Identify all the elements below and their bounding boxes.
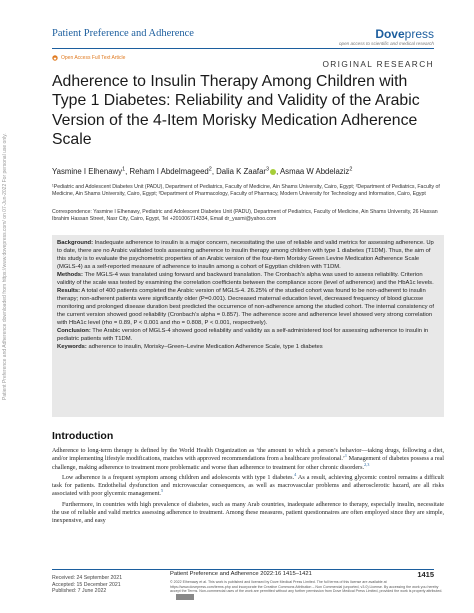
download-watermark	[2, 130, 10, 400]
section-text: adherence to insulin, Morisky–Green–Levine Medication Adherence Scale, type 1 diabetes	[88, 344, 323, 350]
abstract-results	[57, 287, 439, 327]
section-label: Conclusion:	[57, 328, 91, 334]
author-affil-ref: 2	[208, 166, 212, 173]
author-affil-ref: 1	[122, 166, 126, 173]
introduction-text	[52, 447, 444, 528]
paragraph	[52, 471, 445, 499]
footer-citation[interactable]: Patient Preference and Adherence 2022:16 1415–1421	[170, 571, 312, 577]
watermark-text: Patient Preference and Adherence downloaded from https://www.dovepress.com/ on 07-Jun-2022 For personal use only.	[2, 133, 8, 400]
article-title: Adherence to Insulin Therapy Among Children with Type 1 Diabetes: Reliability and Validity of the Arabic Version of the 4-Item Morisky Medication Adherence Scale	[52, 73, 420, 149]
journal-name[interactable]: Patient Preference and Adherence	[52, 28, 194, 39]
license-text	[170, 580, 444, 600]
section-text: The MGLS-4 was translated using forward and backward translation. The Cronbach’s alpha was used to assess reliability. Criterion validity of the scale was tested by examining the correlation coefficients between the compliance score (level of adherence) and the HbA1c levels.	[57, 272, 434, 286]
article-dates	[52, 575, 122, 595]
section-label: Methods:	[57, 272, 83, 278]
open-access-label: Open Access Full Text Article	[61, 55, 126, 61]
license-body: © 2022 Elhenawy et al. This work is published and licensed by Dove Medical Press Limited. The full terms of this license are available at https://www.dovepress.com/terms.php and incorporate the Creative Commons Attribution – Non Commercial (unported, v3.0) License. By accessing the work you hereby accept the Terms. Non-commercial uses of the work are permitted without any further permission from Dove Medical Press Limited, provided the work is properly attributed.	[170, 580, 443, 594]
citation-link[interactable]: 1	[344, 453, 348, 459]
abstract-conclusion	[57, 327, 439, 343]
open-lock-icon	[52, 55, 58, 61]
section-label: Keywords:	[57, 344, 87, 350]
article-type: ORIGINAL RESEARCH	[322, 59, 434, 69]
dovepress-logo[interactable]	[375, 27, 434, 41]
affiliations: ¹Pediatric and Adolescent Diabetes Unit (PADU), Department of Pediatrics, Faculty of Medicine, Ain Shams University, Cairo, Egypt; ²Department of Pediatrics, Faculty of Medicine, Ain Shams University, Cairo, Egypt; ³Department of Pharmacology, Faculty of Pharmacy, Modern University for Technology and Information, Cairo, Egypt	[52, 184, 440, 198]
header-divider	[52, 48, 434, 49]
author-name[interactable]: Reham I Abdelmageed	[129, 167, 209, 176]
abstract-methods	[57, 271, 439, 287]
publisher-tagline: open access to scientific and medical research	[339, 41, 434, 46]
paragraph	[52, 447, 444, 472]
citation-link[interactable]: 4	[294, 471, 297, 477]
paragraph: Furthermore, in countries with high prevalence of diabetes, such as many Arab countries, inadequate adherence to therapy, especially insulin, necessitate the use of reliable and valid metrics assessing adherence to treatment. Among these measures, patient questionnaires are often employed since they are simple, inexpensive, and easy	[52, 501, 444, 525]
brand-name: Dove	[375, 27, 405, 41]
paragraph-text: Low adherence is a frequent symptom among children and adolescents with type 1 diabetes.	[62, 474, 295, 481]
section-text: A total of 400 patients completed the Arabic version of MGLS-4. 26.25% of the studied cohort was found to be non-adherent to insulin therapy; non-adherent patients were significantly older (P=0.001). Decreased maternal education level, decreased frequency of blood glucose monitoring and prolonged disease duration best predicted the occurrence of non-adherence among the studied cohort. The internal consistency of the current version showed good reliability (Cronbach’s alpha = 0.857). The adherence score and adherence level showed very strong correlation with HbA1c level (rho = 0.89, P < 0.001 and rho = 0.808, P < 0.001, respectively).	[57, 288, 435, 326]
citation-link[interactable]: 2,3	[364, 461, 370, 467]
section-text: Inadequate adherence to insulin is a major concern, necessitating the use of reliable and valid metrics for assessing adherence. Up to date, there are no Arabic validated tools assessing adherence to insulin therapy among children with type 1 diabetes (T1DM). Thus, the aim of this study is to evaluate the psychometric properties of an Arabic version of the four-item Morisky Green Levine Medication Adherence Scale (MGLS-4) as a self-reported measure of adherence to insulin among a cohort of Egyptian children with T1DM.	[57, 240, 434, 270]
abstract-background	[57, 239, 439, 271]
brand-suffix: press	[404, 27, 434, 41]
open-access-badge[interactable]	[52, 55, 125, 61]
abstract-keywords	[57, 343, 439, 351]
section-label: Background:	[57, 240, 94, 246]
accepted-date: Accepted: 15 December 2021	[52, 581, 121, 588]
author-name[interactable]: Yasmine I Elhenawy	[52, 167, 123, 176]
author-name[interactable]: Dalia K Zaafar	[216, 167, 267, 176]
section-text: The Arabic version of MGLS-4 showed good reliability and validity as a self-administered tool for assessing adherence to insulin in pediatric patients with T1DM.	[57, 328, 429, 342]
correspondence: Correspondence: Yasmine I Elhenawy, Pediatric and Adolescent Diabetes Unit (PADU), Department of Pediatrics, Faculty of Medicine, Ain Shams University, 26 Hassan Ibrahim Hassan Street, Nasr City, Cairo, Egypt, Tel +201006714334, Email dr_yasmi@yahoo.com	[52, 209, 438, 223]
orcid-icon[interactable]	[270, 169, 276, 175]
received-date: Received: 24 September 2021	[52, 575, 123, 581]
citation-link[interactable]: 5	[160, 488, 164, 494]
published-date: Published: 7 June 2022	[52, 588, 107, 595]
author-name[interactable]: Asmaa W Abdelaziz	[279, 167, 350, 176]
author-affil-ref: 2	[349, 166, 353, 173]
paragraph-text: Management of diabetes possess a real challenge, making adherence to treatment more problematic and worse than adherence to treatment for other chronic disorders.	[52, 456, 444, 471]
section-heading: Introduction	[52, 430, 114, 442]
section-label: Results:	[57, 288, 81, 294]
author-affil-ref: 3	[266, 166, 270, 173]
page-number: 1415	[417, 570, 434, 579]
paragraph-text: As a result, achieving glycemic control remains a difficult task for patients. Endothelial dysfunction and microvascular consequences, as well as macrovascular problems and atherosclerotic hazard, are all risks associated with poor glycemic management.	[52, 474, 445, 498]
footer-divider	[52, 569, 434, 570]
paragraph-text: Adherence to long-term therapy is defined by the World Health Organization as ‘the amount to which a person’s behavior—taking drugs, following a diet, and/or implementing lifestyle modifications, matches with approved recommendations from a healthcare professional.’	[52, 448, 444, 463]
abstract	[52, 235, 444, 417]
creative-commons-icon[interactable]	[176, 594, 194, 600]
author-list: Yasmine I Elhenawy$^1$, Reham I Abdelmageed$^2$, Dalia K Zaafar$^3$ , Asmaa W Abdelaziz$^2$	[52, 166, 353, 176]
